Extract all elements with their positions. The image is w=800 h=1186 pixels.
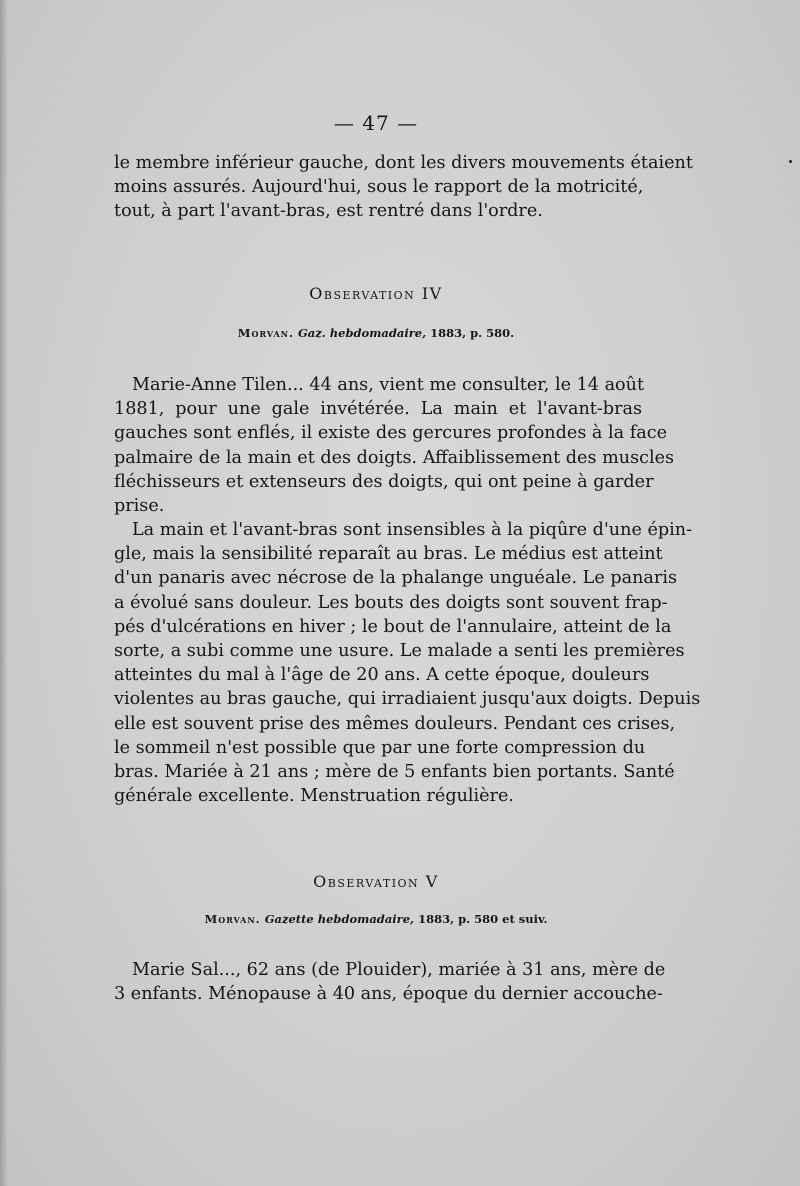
text-line: gauches sont enflés, il existe des gercures profondes à la face bbox=[114, 423, 667, 444]
citation-journal: Gaz. hebdomadaire, bbox=[297, 326, 427, 340]
citation-author: Morvan. bbox=[204, 912, 261, 926]
continuation-paragraph bbox=[114, 151, 693, 224]
text-line: fléchisseurs et extenseurs des doigts, qui ont peine à garder bbox=[114, 471, 654, 492]
observation-v-paragraph-1 bbox=[114, 958, 666, 1006]
text-line: le sommeil n'est possible que par une forte compression du bbox=[114, 737, 646, 758]
text-line: sorte, a subi comme une usure. Le malade a senti les premières bbox=[114, 641, 685, 662]
observation-iv-heading: Observation IV bbox=[309, 284, 443, 303]
text-line: Marie Sal..., 62 ans (de Plouider), mariée à 31 ans, mère de bbox=[132, 960, 666, 980]
text-line: 1881, pour une gale invétérée. La main et l'avant-bras bbox=[114, 399, 642, 420]
ink-speck bbox=[789, 160, 792, 163]
text-line: pés d'ulcérations en hiver ; le bout de l'annulaire, atteint de la bbox=[114, 616, 672, 637]
text-line: 3 enfants. Ménopause à 40 ans, époque du dernier accouche- bbox=[114, 984, 663, 1005]
text-line: générale excellente. Menstruation régulière. bbox=[114, 786, 515, 807]
text-line: bras. Mariée à 21 ans ; mère de 5 enfants bien portants. Santé bbox=[114, 762, 675, 783]
observation-v-heading: Observation V bbox=[313, 872, 439, 891]
citation-reference: 1883, p. 580 et suiv. bbox=[418, 912, 548, 926]
text-line: Marie-Anne Tilen... 44 ans, vient me consulter, le 14 août bbox=[132, 375, 645, 395]
text-line: La main et l'avant-bras sont insensibles à la piqûre d'une épin- bbox=[132, 520, 693, 540]
citation-author: Morvan. bbox=[237, 326, 294, 340]
text-line: moins assurés. Aujourd'hui, sous le rapport de la motricité, bbox=[114, 177, 644, 198]
text-line: palmaire de la main et des doigts. Affaiblissement des muscles bbox=[114, 447, 675, 468]
observation-iv-paragraph-2 bbox=[114, 518, 701, 808]
text-line: le membre inférieur gauche, dont les divers mouvements étaient bbox=[114, 153, 693, 173]
text-line: elle est souvent prise des mêmes douleurs. Pendant ces crises, bbox=[114, 713, 676, 734]
text-line: violentes au bras gauche, qui irradiaient jusqu'aux doigts. Depuis bbox=[114, 689, 701, 710]
text-line: atteintes du mal à l'âge de 20 ans. A cette époque, douleurs bbox=[114, 665, 650, 686]
page-edge-shadow bbox=[0, 0, 8, 1186]
observation-v-citation bbox=[0, 912, 752, 926]
citation-journal: Gazette hebdomadaire, bbox=[264, 912, 415, 926]
text-line: prise. bbox=[114, 496, 165, 517]
text-line: tout, à part l'avant-bras, est rentré dans l'ordre. bbox=[114, 201, 543, 222]
text-line: d'un panaris avec nécrose de la phalange unguéale. Le panaris bbox=[114, 568, 677, 589]
citation-reference: 1883, p. 580. bbox=[430, 326, 515, 340]
observation-iv-paragraph-1 bbox=[114, 373, 675, 518]
page-number: — 47 — bbox=[333, 111, 419, 135]
text-line: gle, mais la sensibilité reparaît au bras. Le médius est atteint bbox=[114, 544, 663, 565]
text-line: a évolué sans douleur. Les bouts des doigts sont souvent frap- bbox=[114, 592, 668, 613]
observation-iv-citation bbox=[0, 326, 752, 340]
